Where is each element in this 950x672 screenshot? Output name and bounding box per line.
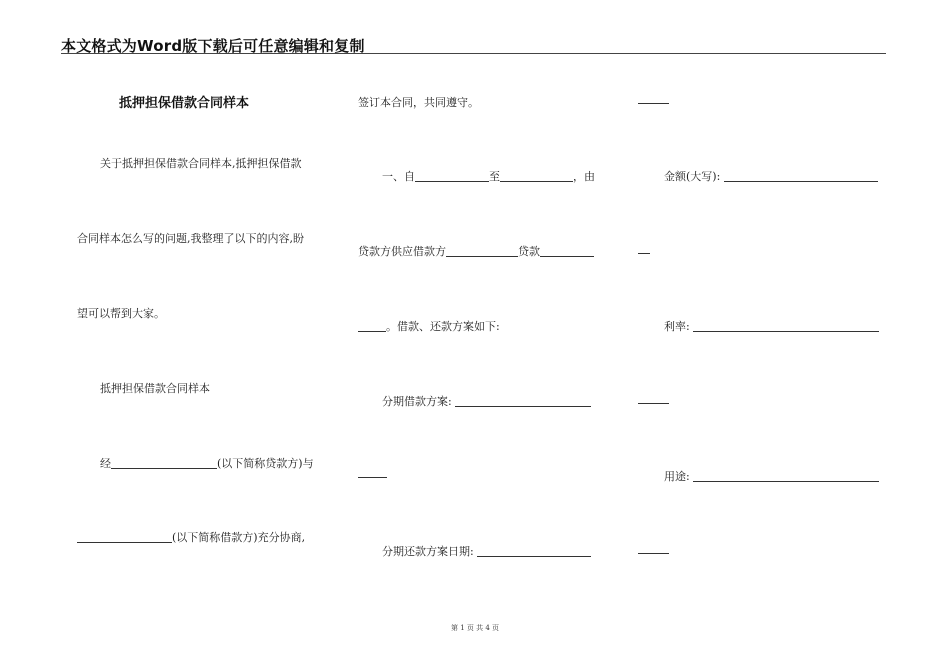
installment-loan-label: 分期借款方案: xyxy=(382,395,452,408)
blank-line-col3-3 xyxy=(638,403,669,404)
term-prefix: 一、自 xyxy=(382,170,415,183)
document-header: 本文格式为Word版下载后可任意编辑和复制 xyxy=(61,37,365,55)
blank-line-col3-1 xyxy=(638,103,669,104)
rate-label: 利率: xyxy=(664,320,690,333)
amount-label: 金额(大写): xyxy=(664,170,721,183)
agreement-line: 签订本合同，共同遵守。 xyxy=(358,96,479,109)
installment-loan-line xyxy=(382,393,591,409)
start-date-blank xyxy=(415,170,489,182)
term-line xyxy=(382,168,595,184)
document-title: 抵押担保借款合同样本 xyxy=(119,96,250,111)
party-a-suffix: (以下简称贷款方)与 xyxy=(217,457,314,470)
end-date-blank xyxy=(500,170,573,182)
intro-line-2: 合同样本怎么写的问题,我整理了以下的内容,盼 xyxy=(77,232,304,245)
party-b-line xyxy=(77,529,305,545)
plan-intro-text: 。借款、还款方案如下: xyxy=(386,320,500,333)
amount-blank xyxy=(724,170,878,182)
section-heading: 抵押担保借款合同样本 xyxy=(100,382,210,395)
repayment-date-blank xyxy=(477,545,591,557)
intro-line-3: 望可以帮到大家。 xyxy=(77,307,165,320)
loan-supply-prefix: 贷款方供应借款方 xyxy=(358,245,446,258)
rate-line xyxy=(664,318,879,334)
amount-line xyxy=(664,168,878,184)
blank-line-col3-2 xyxy=(638,253,650,254)
plan-intro-line xyxy=(358,318,500,334)
borrower-name-blank xyxy=(77,531,172,543)
repayment-date-line xyxy=(382,543,591,559)
lender-name-blank xyxy=(111,457,217,469)
page-number: 第 1 页 共 4 页 xyxy=(450,624,500,632)
party-b-suffix: (以下简称借款方)充分协商, xyxy=(172,531,306,544)
purpose-label: 用途: xyxy=(664,470,690,483)
blank-line-col3-4 xyxy=(638,553,669,554)
party-a-line xyxy=(100,455,314,471)
loan-supply-mid: 贷款 xyxy=(518,245,540,258)
rate-blank xyxy=(693,320,879,332)
header-divider xyxy=(61,53,886,54)
intro-line-1: 关于抵押担保借款合同样本,抵押担保借款 xyxy=(100,157,302,170)
loan-type-blank xyxy=(446,245,518,257)
installment-loan-blank xyxy=(455,395,591,407)
term-suffix: ，由 xyxy=(573,170,595,183)
plan-intro-blank xyxy=(358,320,386,332)
purpose-line xyxy=(664,468,879,484)
loan-amount-blank xyxy=(540,245,594,257)
loan-supply-line xyxy=(358,243,594,259)
term-mid: 至 xyxy=(489,170,500,183)
purpose-blank xyxy=(693,470,879,482)
blank-line-col2 xyxy=(358,477,387,478)
party-a-prefix: 经 xyxy=(100,457,111,470)
repayment-date-label: 分期还款方案日期: xyxy=(382,545,474,558)
